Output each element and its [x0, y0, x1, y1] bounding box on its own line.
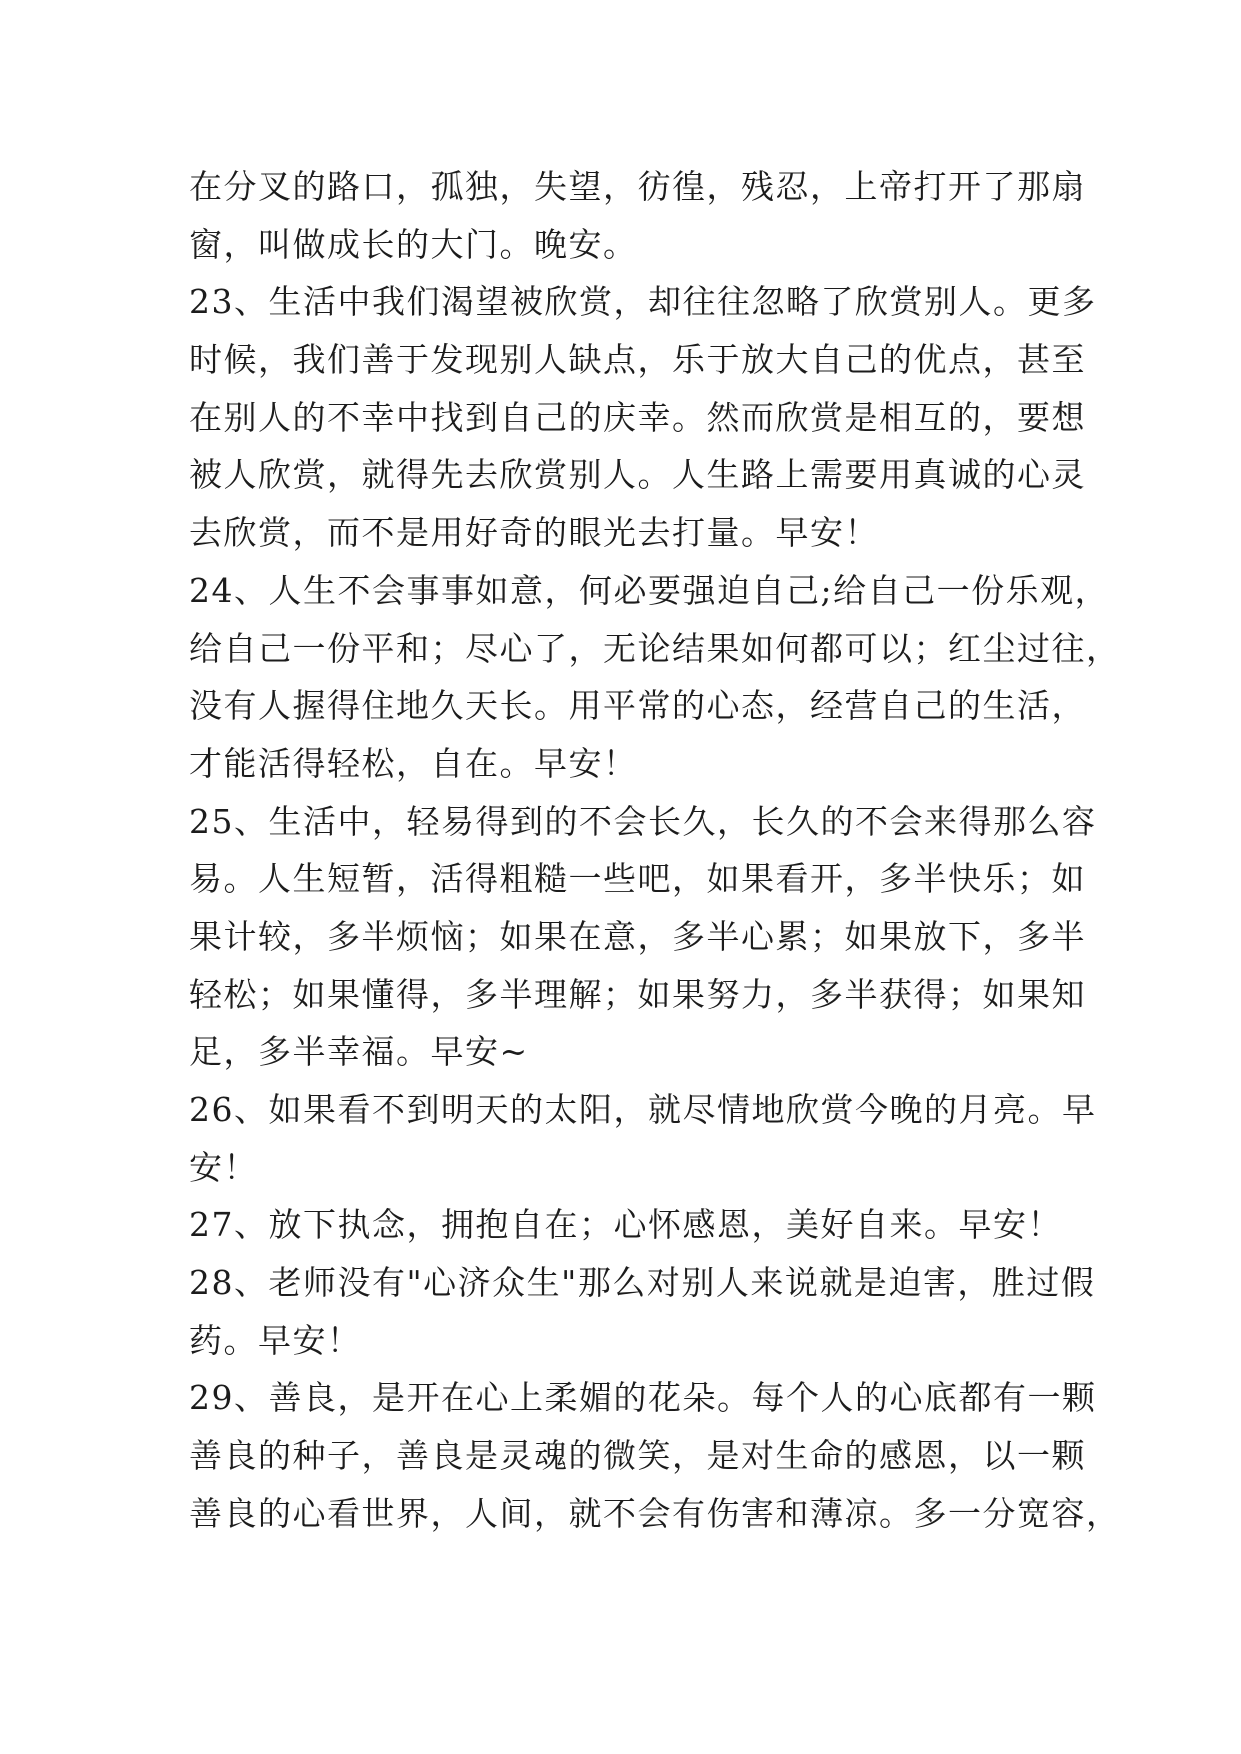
- text-line: 轻松；如果懂得，多半理解；如果努力，多半获得；如果知: [189, 974, 1086, 1014]
- text-line: 被人欣赏，就得先去欣赏别人。人生路上需要用真诚的心灵: [189, 455, 1086, 495]
- text-line: 去欣赏，而不是用好奇的眼光去打量。早安！: [189, 513, 879, 553]
- text-line: 窗，叫做成长的大门。晚安。: [189, 224, 638, 264]
- text-line: 才能活得轻松，自在。早安！: [189, 743, 638, 783]
- text-line: 23、生活中我们渴望被欣赏，却往往忽略了欣赏别人。更多: [189, 282, 1097, 322]
- text-line: 28、老师没有"心济众生"那么对别人来说就是迫害，胜过假: [189, 1263, 1096, 1303]
- text-line: 在分叉的路口，孤独，失望，彷徨，残忍，上帝打开了那扇: [189, 167, 1086, 206]
- text-line: 24、人生不会事事如意，何必要强迫自己;给自己一份乐观，: [189, 570, 1110, 610]
- text-line: 26、如果看不到明天的太阳，就尽情地欣赏今晚的月亮。早: [189, 1090, 1097, 1129]
- text-line: 易。人生短暂，活得粗糙一些吧，如果看开，多半快乐；如: [189, 859, 1086, 899]
- text-line: 25、生活中，轻易得到的不会长久，长久的不会来得那么容: [189, 801, 1097, 841]
- text-line: 时候，我们善于发现别人缺点，乐于放大自己的优点，甚至: [189, 340, 1086, 380]
- text-line: 善良的种子，善良是灵魂的微笑，是对生命的感恩，以一颗: [189, 1436, 1086, 1476]
- text-line: 没有人握得住地久天长。用平常的心态，经营自己的生活，: [189, 686, 1086, 726]
- text-line: 果计较，多半烦恼；如果在意，多半心累；如果放下，多半: [189, 916, 1086, 956]
- text-line: 在别人的不幸中找到自己的庆幸。然而欣赏是相互的，要想: [189, 397, 1086, 437]
- text-line: 足，多半幸福。早安~: [189, 1032, 529, 1072]
- text-line: 27、放下执念，拥抱自在；心怀感恩，美好自来。早安！: [189, 1205, 1062, 1245]
- text-line: 安！: [189, 1147, 258, 1187]
- text-line: 29、善良，是开在心上柔媚的花朵。每个人的心底都有一颗: [189, 1378, 1097, 1418]
- text-line: 药。早安！: [189, 1320, 362, 1360]
- text-line: 给自己一份平和；尽心了，无论结果如何都可以；红尘过往，: [189, 628, 1121, 668]
- document-body-text: [189, 158, 1121, 1543]
- text-line: 善良的心看世界，人间，就不会有伤害和薄凉。多一分宽容，: [189, 1493, 1121, 1533]
